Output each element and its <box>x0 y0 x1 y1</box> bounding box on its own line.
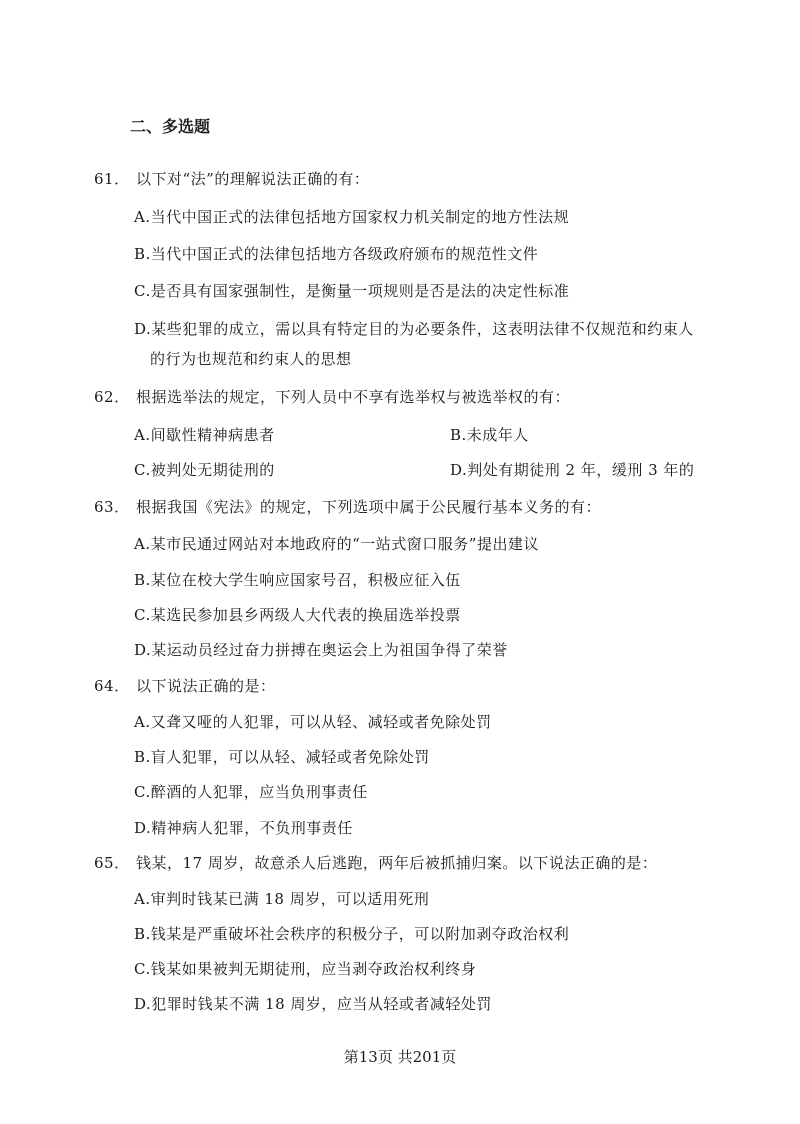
question-text: 钱某，17 周岁，故意杀人后逃跑，两年后被抓捕归案。以下说法正确的是： <box>136 854 658 872</box>
option-d: D.判处有期徒刑 2 年，缓刑 3 年的 <box>450 461 695 479</box>
option-d-continuation: 的行为也规范和约束人的思想 <box>150 350 352 368</box>
option-c: C.某选民参加县乡两级人大代表的换届选举投票 <box>134 606 461 624</box>
question-number: 65． <box>94 854 130 872</box>
question-text: 根据选举法的规定，下列人员中不享有选举权与被选举权的有： <box>136 388 571 406</box>
page-footer: 第13页 共201页 <box>343 1048 457 1066</box>
option-a: A.又聋又哑的人犯罪，可以从轻、减轻或者免除处罚 <box>134 713 492 731</box>
question-number: 61． <box>94 170 130 188</box>
section-title: 二、多选题 <box>130 117 211 136</box>
question-number: 62． <box>94 388 130 406</box>
option-a: A.某市民通过网站对本地政府的“一站式窗口服务”提出建议 <box>134 535 539 553</box>
option-b: B.某位在校大学生响应国家号召，积极应征入伍 <box>134 571 461 589</box>
option-d: D.某些犯罪的成立，需以具有特定目的为必要条件，这表明法律不仅规范和约束人 <box>134 320 694 338</box>
question-number: 64． <box>94 677 130 695</box>
option-b: B.未成年人 <box>450 426 529 444</box>
question-text: 以下对“法”的理解说法正确的有： <box>136 170 370 188</box>
question-text: 根据我国《宪法》的规定，下列选项中属于公民履行基本义务的有： <box>136 498 602 516</box>
option-c: C.被判处无期徒刑的 <box>134 461 275 479</box>
option-b: B.钱某是严重破坏社会秩序的积极分子，可以附加剥夺政治权利 <box>134 925 570 943</box>
option-a: A.间歇性精神病患者 <box>134 426 275 444</box>
option-c: C.是否具有国家强制性，是衡量一项规则是否是法的决定性标准 <box>134 282 570 300</box>
question-number: 63． <box>94 498 130 516</box>
option-c: C.钱某如果被判无期徒刑，应当剥夺政治权利终身 <box>134 960 477 978</box>
option-d: D.犯罪时钱某不满 18 周岁，应当从轻或者减轻处罚 <box>134 995 492 1013</box>
option-b: B.盲人犯罪，可以从轻、减轻或者免除处罚 <box>134 748 430 766</box>
option-b: B.当代中国正式的法律包括地方各级政府颁布的规范性文件 <box>134 245 539 263</box>
option-a: A.审判时钱某已满 18 周岁，可以适用死刑 <box>134 890 430 908</box>
option-d: D.精神病人犯罪，不负刑事责任 <box>134 819 353 837</box>
option-c: C.醉酒的人犯罪，应当负刑事责任 <box>134 783 368 801</box>
question-text: 以下说法正确的是： <box>136 677 276 695</box>
option-a: A.当代中国正式的法律包括地方国家权力机关制定的地方性法规 <box>134 208 570 226</box>
option-d: D.某运动员经过奋力拼搏在奥运会上为祖国争得了荣誉 <box>134 641 508 659</box>
